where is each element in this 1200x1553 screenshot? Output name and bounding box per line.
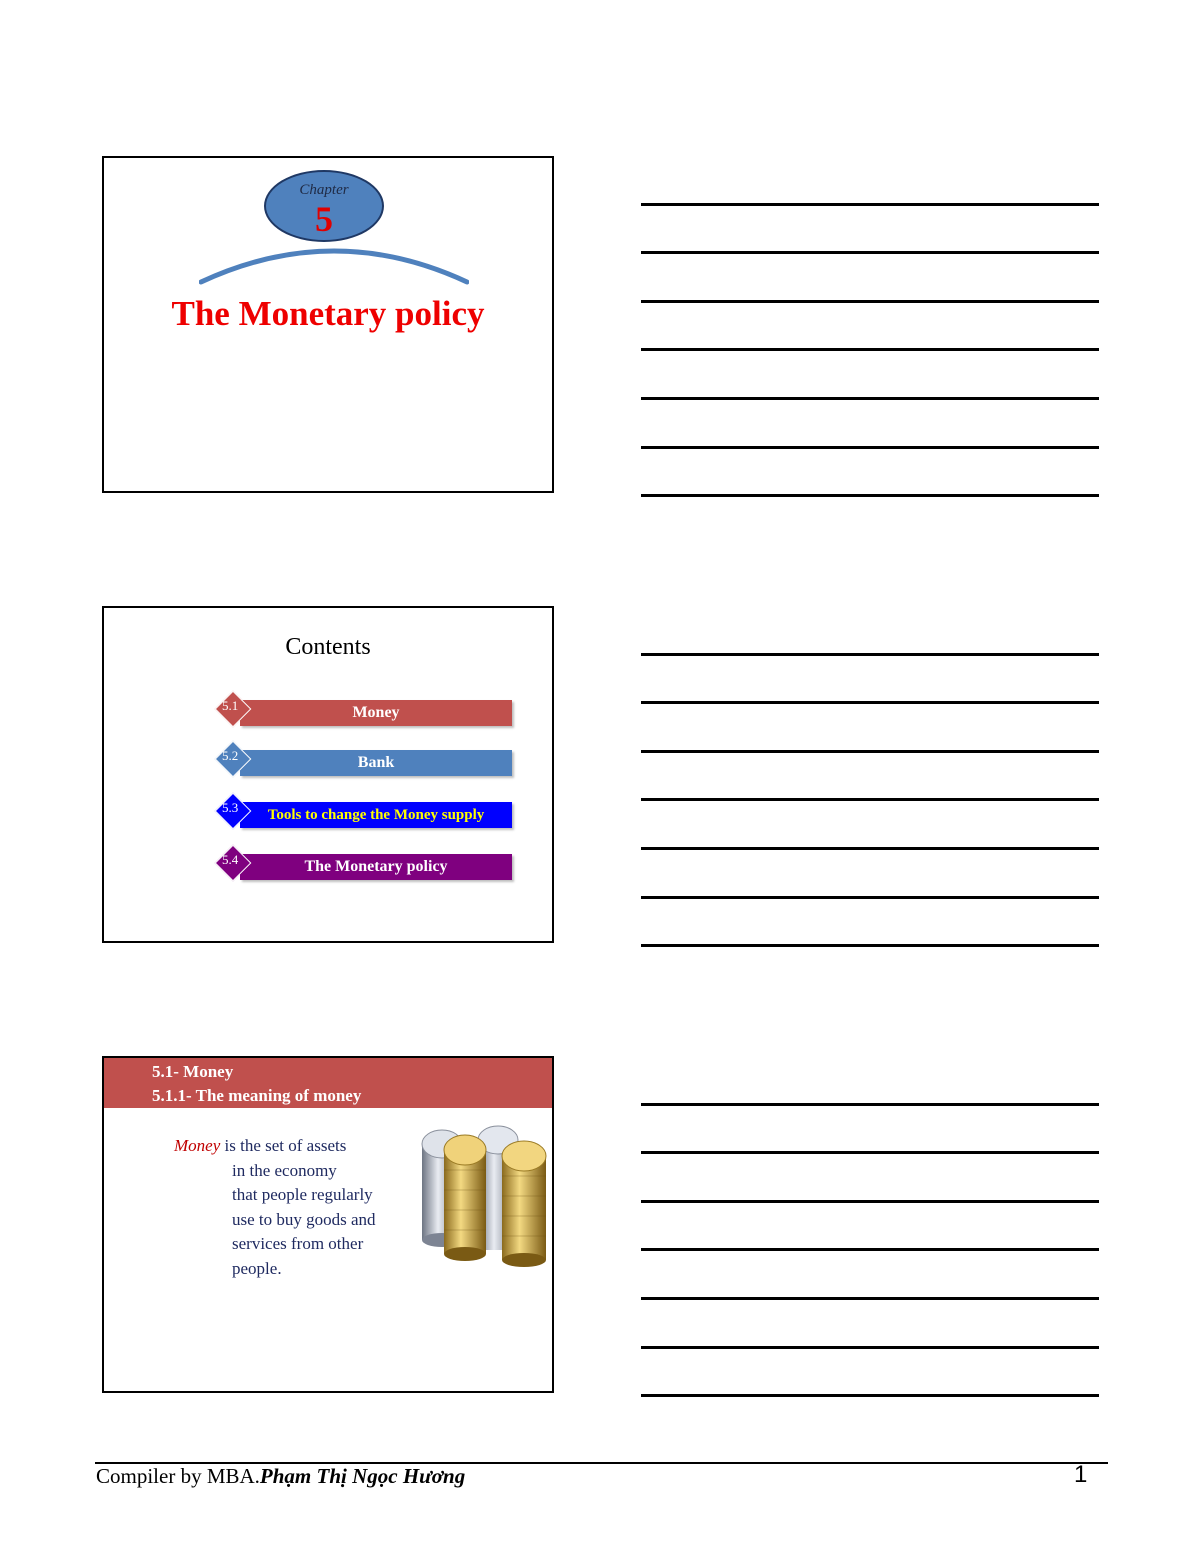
coins-icon <box>418 1110 554 1270</box>
note-line <box>641 251 1099 254</box>
slide-1-title <box>102 156 554 493</box>
note-line <box>641 1151 1099 1154</box>
body-line: use to buy goods and <box>232 1209 376 1229</box>
toc-bar: Money <box>240 700 512 726</box>
body-first-line: is the set of assets <box>220 1136 347 1155</box>
toc-bar: Tools to change the Money supply <box>240 802 512 828</box>
note-line <box>641 397 1099 400</box>
note-line <box>641 1346 1099 1349</box>
toc-item-monetary-policy <box>216 848 512 888</box>
footer-credit <box>96 1464 465 1489</box>
note-line <box>641 300 1099 303</box>
definition-text <box>174 1134 424 1281</box>
subsection-heading: 5.1.1- The meaning of money <box>152 1086 362 1105</box>
keyword: Money <box>174 1136 221 1155</box>
toc-item-tools <box>216 796 512 836</box>
footer-author: Phạm Thị Ngọc Hương <box>259 1464 466 1488</box>
decorative-arc <box>199 240 469 285</box>
note-line <box>641 203 1099 206</box>
note-line <box>641 1200 1099 1203</box>
toc-number: 5.3 <box>222 800 239 815</box>
page-number: 1 <box>1074 1461 1088 1488</box>
chapter-badge <box>264 170 384 242</box>
contents-heading: Contents <box>285 634 371 660</box>
note-line <box>641 701 1099 704</box>
toc-item-money <box>216 694 512 734</box>
note-line <box>641 1103 1099 1106</box>
body-line: in the economy <box>232 1160 337 1180</box>
chapter-number: 5 <box>315 199 333 239</box>
note-line <box>641 847 1099 850</box>
footer-prefix: Compiler by MBA. <box>96 1464 260 1488</box>
note-line <box>641 446 1099 449</box>
note-line <box>641 1297 1099 1300</box>
section-heading: 5.1- Money <box>152 1062 234 1081</box>
body-line: services from other <box>232 1234 364 1253</box>
toc-number: 5.4 <box>222 852 239 867</box>
slide-2-contents <box>102 606 554 943</box>
note-line <box>641 798 1099 801</box>
note-line <box>641 1394 1099 1397</box>
note-line <box>641 896 1099 899</box>
body-line: that people regularly <box>232 1185 373 1204</box>
toc-number: 5.2 <box>222 748 239 763</box>
note-line <box>641 944 1099 947</box>
chapter-label: Chapter <box>299 182 349 198</box>
body-line: people. <box>232 1258 282 1278</box>
note-line <box>641 653 1099 656</box>
toc-item-bank <box>216 744 512 784</box>
note-line <box>641 750 1099 753</box>
note-line <box>641 1248 1099 1251</box>
note-line <box>641 494 1099 497</box>
slide-header <box>104 1058 552 1108</box>
slide-3-money <box>102 1056 554 1393</box>
toc-bar: The Monetary policy <box>240 854 512 880</box>
slide-title: The Monetary policy <box>171 294 485 333</box>
toc-bar: Bank <box>240 750 512 776</box>
note-line <box>641 348 1099 351</box>
toc-number: 5.1 <box>222 698 239 713</box>
